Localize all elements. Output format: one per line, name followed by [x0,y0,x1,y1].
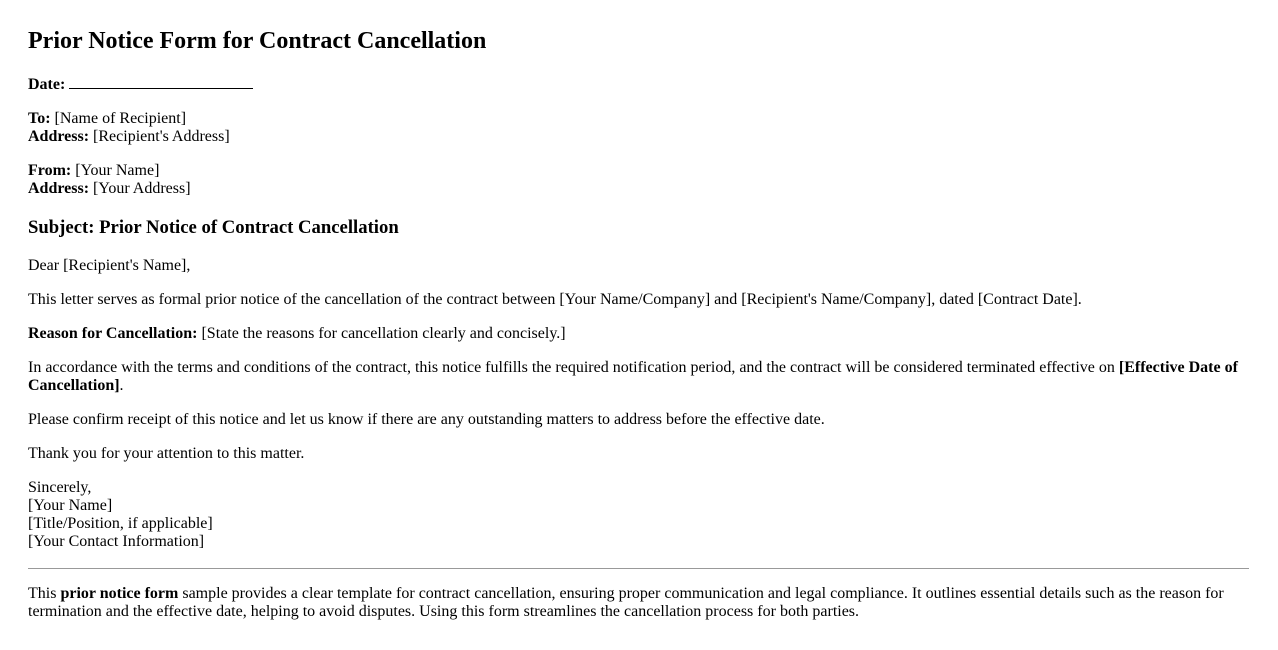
terms-end: . [119,377,124,394]
reason-paragraph [28,325,1249,343]
from-block [28,162,1249,198]
paragraph-thanks: Thank you for your attention to this matter. [28,445,305,462]
to-value: [Name of Recipient] [54,110,187,127]
to-address-value: [Recipient's Address] [93,128,230,145]
subject-heading: Subject: Prior Notice of Contract Cancellation [28,217,399,238]
date-line [28,74,1249,94]
to-label: To: [28,110,51,127]
from-label: From: [28,162,72,179]
to-address-label: Address: [28,128,90,145]
salutation: Dear [Recipient's Name], [28,257,191,274]
terms-text: In accordance with the terms and conditions of the contract, this notice fulfills the required notification period, and the contract will be considered terminated effective on [28,359,1119,376]
effective-date: [Effective Date of Cancellation] [28,359,1238,394]
date-blank [69,74,253,89]
signature-line: [Title/Position, if applicable] [28,515,213,532]
footer-description [28,585,1249,621]
footer-pre: This [28,585,61,602]
to-block [28,110,1249,146]
signature-line: [Your Contact Information] [28,533,205,550]
paragraph-confirm: Please confirm receipt of this notice and let us know if there are any outstanding matters to address before the effective date. [28,411,825,428]
from-address-label: Address: [28,180,90,197]
signature-block [28,479,1249,551]
footer-bold: prior notice form [60,585,179,602]
paragraph-notice: This letter serves as formal prior notice of the cancellation of the contract between [Your Name/Company] and [Recipient's Name/Company], dated [Contract Date]. [28,291,1082,308]
date-label: Date: [28,76,66,93]
signature-line: Sincerely, [28,479,92,496]
reason-value: [State the reasons for cancellation clearly and concisely.] [201,325,566,342]
from-address-value: [Your Address] [93,180,191,197]
signature-line: [Your Name] [28,497,113,514]
page-title: Prior Notice Form for Contract Cancellation [28,28,487,54]
from-value: [Your Name] [75,162,160,179]
paragraph-terms [28,359,1249,395]
footer-post: sample provides a clear template for contract cancellation, ensuring proper communication and legal compliance. It outlines essential details such as the reason for termination and the effective date, helping to avoid disputes. Using this form streamlines the cancellation process for both parties. [28,585,1224,620]
reason-label: Reason for Cancellation: [28,325,198,342]
divider [28,568,1249,569]
